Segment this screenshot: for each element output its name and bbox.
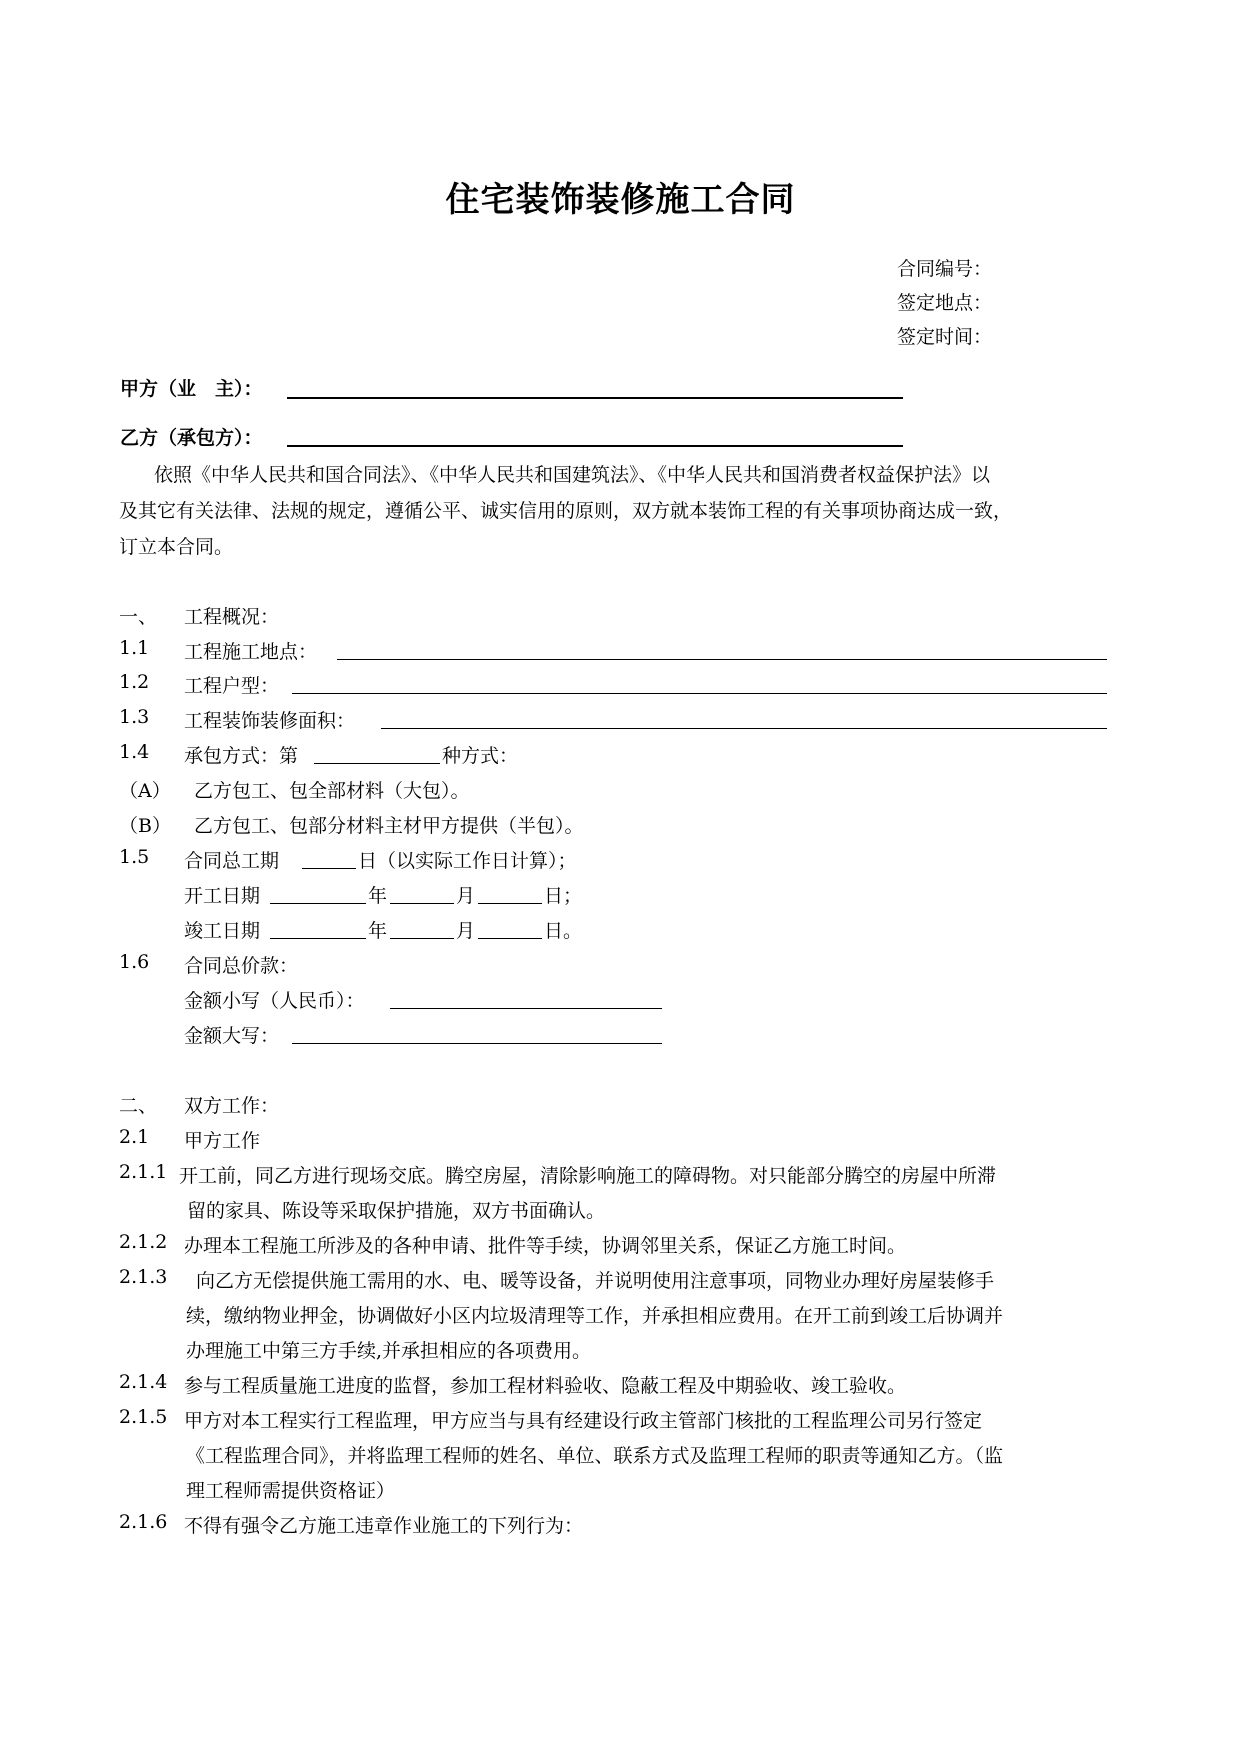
house-type-line — [292, 693, 1107, 694]
item-2-1-4-text: 参与工程质量施工进度的监督，参加工程材料验收、隐蔽工程及中期验收、竣工验收。 — [184, 1375, 907, 1397]
item-1-1-number: 1.1 — [119, 637, 150, 659]
end-month-line — [390, 938, 454, 939]
item-1-3-number: 1.3 — [119, 706, 150, 728]
preamble-line-2: 及其它有关法律、法规的规定，遵循公平、诚实信用的原则，双方就本装饰工程的有关事项协商达成一致， — [119, 500, 1013, 522]
item-1-2-number: 1.2 — [119, 671, 150, 693]
section-1-title: 工程概况： — [184, 606, 280, 628]
start-year-label: 年 — [368, 885, 388, 907]
amount-lowercase-label: 金额小写（人民币）： — [184, 990, 365, 1012]
item-2-1-6-number: 2.1.6 — [119, 1511, 168, 1533]
end-year-label: 年 — [368, 920, 388, 942]
amount-uppercase-label: 金额大写： — [184, 1025, 280, 1047]
start-month-label: 月 — [456, 885, 476, 907]
item-2-1-2-number: 2.1.2 — [119, 1231, 168, 1253]
party-a-line — [287, 397, 903, 399]
item-2-1-1-line-1: 开工前，同乙方进行现场交底。腾空房屋，清除影响施工的障碍物。对只能部分腾空的房屋中所滞 — [179, 1165, 997, 1187]
sign-place-label: 签定地点： — [897, 292, 993, 314]
item-1-1-label: 工程施工地点： — [184, 641, 318, 663]
preamble-line-3: 订立本合同。 — [119, 536, 234, 558]
item-2-1-6-text: 不得有强令乙方施工违章作业施工的下列行为： — [184, 1515, 584, 1537]
item-1-2-label: 工程户型： — [184, 675, 280, 697]
item-1-5-number: 1.5 — [119, 846, 150, 868]
party-a-label: 甲方（业 主）： — [120, 378, 263, 400]
end-year-line — [270, 938, 366, 939]
start-date-label: 开工日期 — [184, 885, 261, 907]
start-day-label: 日； — [544, 885, 583, 907]
end-month-label: 月 — [456, 920, 476, 942]
item-1-5-suffix: 日（以实际工作日计算）； — [358, 850, 577, 872]
end-day-line — [478, 938, 542, 939]
item-1-4-label: 承包方式：第 — [184, 745, 299, 767]
item-2-1-3-line-2: 续，缴纳物业押金，协调做好小区内垃圾清理等工作，并承担相应费用。在开工前到竣工后协调并 — [186, 1305, 1004, 1327]
item-2-1-5-line-1: 甲方对本工程实行工程监理，甲方应当与具有经建设行政主管部门核批的工程监理公司另行签定 — [184, 1410, 983, 1432]
section-2-number: 二、 — [119, 1095, 158, 1117]
item-2-1-5-line-3: 理工程师需提供资格证） — [186, 1480, 396, 1502]
item-1-4-suffix: 种方式： — [442, 745, 519, 767]
duration-line — [302, 868, 356, 869]
item-1-6-label: 合同总价款： — [184, 955, 299, 977]
contract-number-label: 合同编号： — [897, 258, 993, 280]
item-2-1-1-number: 2.1.1 — [119, 1161, 168, 1183]
section-2-title: 双方工作： — [184, 1095, 280, 1117]
item-2-1-4-number: 2.1.4 — [119, 1371, 168, 1393]
item-2-1-2-text: 办理本工程施工所涉及的各种申请、批件等手续，协调邻里关系，保证乙方施工时间。 — [184, 1235, 907, 1257]
start-year-line — [270, 903, 366, 904]
item-2-1-number: 2.1 — [119, 1126, 150, 1148]
party-b-line — [287, 445, 903, 447]
start-month-line — [390, 903, 454, 904]
item-2-1-3-line-1: 向乙方无偿提供施工需用的水、电、暖等设备，并说明使用注意事项，同物业办理好房屋装修手 — [196, 1270, 995, 1292]
item-1-5-label: 合同总工期 — [184, 850, 280, 872]
option-b-number: （B） — [119, 815, 171, 837]
preamble-line-1: 依照《中华人民共和国合同法》、《中华人民共和国建筑法》、《中华人民共和国消费者权益保护法》以 — [154, 464, 991, 486]
party-b-label: 乙方（承包方）： — [120, 427, 263, 449]
contract-mode-line — [314, 763, 440, 764]
item-2-1-label: 甲方工作 — [184, 1130, 261, 1152]
start-day-line — [478, 903, 542, 904]
sign-time-label: 签定时间： — [897, 326, 993, 348]
area-line — [381, 728, 1107, 729]
item-2-1-5-line-2: 《工程监理合同》，并将监理工程师的姓名、单位、联系方式及监理工程师的职责等通知乙方。（监 — [186, 1445, 1004, 1467]
section-1-number: 一、 — [119, 606, 158, 628]
amount-lowercase-line — [390, 1008, 662, 1009]
item-2-1-3-line-3: 办理施工中第三方手续,并承担相应的各项费用。 — [186, 1340, 592, 1362]
item-2-1-5-number: 2.1.5 — [119, 1406, 168, 1428]
site-address-line — [337, 659, 1107, 660]
item-1-4-number: 1.4 — [119, 741, 150, 763]
end-day-label: 日。 — [544, 920, 583, 942]
end-date-label: 竣工日期 — [184, 920, 261, 942]
item-2-1-3-number: 2.1.3 — [119, 1266, 168, 1288]
option-b-text: 乙方包工、包部分材料主材甲方提供（半包）。 — [194, 815, 584, 837]
option-a-number: （A） — [119, 780, 171, 802]
item-1-6-number: 1.6 — [119, 951, 150, 973]
item-2-1-1-line-2: 留的家具、陈设等采取保护措施，双方书面确认。 — [187, 1200, 606, 1222]
amount-uppercase-line — [292, 1043, 662, 1044]
option-a-text: 乙方包工、包全部材料（大包）。 — [194, 780, 470, 802]
document-title: 住宅装饰装修施工合同 — [445, 180, 796, 220]
item-1-3-label: 工程装饰装修面积： — [184, 710, 356, 732]
